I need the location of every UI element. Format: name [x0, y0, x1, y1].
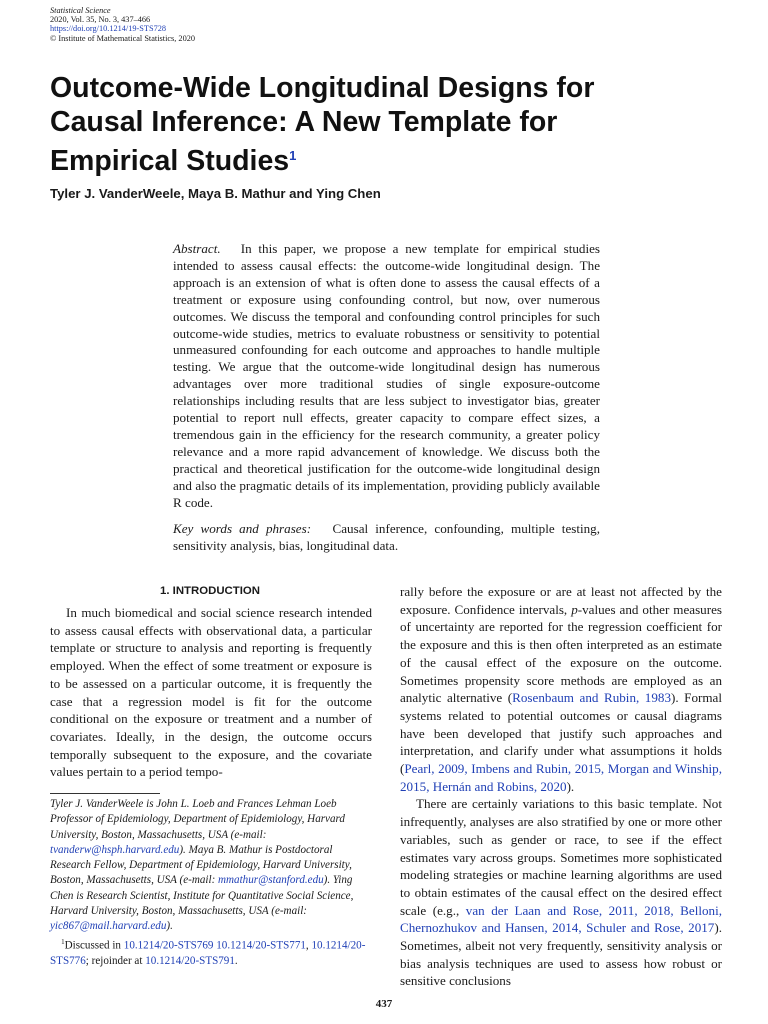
paper-title [50, 72, 730, 179]
volume-line: 2020, Vol. 35, No. 3, 437–466 [50, 15, 151, 25]
doi-link[interactable]: 10.1214/20-STS769 [123, 939, 214, 952]
keywords-label: Key words and phrases: [173, 521, 312, 536]
title-footnote-mark[interactable]: 1 [289, 148, 297, 163]
abstract-label: Abstract. [173, 241, 221, 256]
citation-link[interactable]: Pearl, 2009, Imbens and Rubin, 2015, Morgan and Winship, 2015, Hernán and Robins, 2020 [400, 761, 722, 794]
intro-paragraph-2: There are certainly variations to this basic template. Not infrequently, analyses are also stratified by one or more other variables, such as gender or race, to see if the effect estimates vary across groups. Sometimes more sophisticated modeling strategies or machine learning algorithms are used to obtain estimates of the causal effect on the desired effect scale (e.g., van der Laan and Rose, 2011, 2018, Belloni, Chernozhukov and Hansen, 2014, Schuler and Rose, 2017). Sometimes, albeit not very frequently, sensitivity analysis or bias analysis techniques are used to assess how robust or sensitive conclusions [400, 796, 722, 989]
footnote-mark: 1 [61, 937, 65, 946]
right-column [400, 583, 722, 990]
page-number: 437 [375, 998, 393, 1010]
intro-paragraph-1: In much biomedical and social science research intended to assess causal effects with observational data, a particular template or structure to analysis and reporting is frequently employed. When the effect of some treatment or exposure is to be assessed on a particular outcome, it is frequently the case that a regression model is fit for the outcome conditional on the exposure or treatment and a number of covariates. Ideally, in the design, the outcome occurs temporally subsequent to the exposure, and the covariate values pertain to a period tempo- [50, 605, 372, 780]
journal-header [50, 6, 195, 43]
footnote-divider [50, 793, 160, 794]
keywords-text: Causal inference, confounding, multiple testing, sensitivity analysis, bias, longitudinal data. [173, 521, 600, 553]
title-line-2: Causal Inference: A New Template for [50, 105, 558, 138]
abstract [173, 241, 600, 512]
journal-name: Statistical Science [50, 6, 111, 15]
left-column [50, 604, 372, 781]
doi-link[interactable]: 10.1214/20-STS776 [50, 939, 366, 967]
citation-link[interactable]: van der Laan and Rose, 2011, 2018, Belloni, Chernozhukov and Hansen, 2014, Schuler and Rose, 2017 [400, 902, 722, 936]
abstract-text: In this paper, we propose a new template for empirical studies intended to assess causal effects: the outcome-wide longitudinal design. The approach is an extension of what is often done to assess the causal effects of a treatment or exposure using confounding control, but now, over numerous outcomes. We discuss the temporal and confounding control principles for such outcome-wide studies, metrics to evaluate robustness or sensitivity to potential unmeasured confounding for each outcome and approaches to handle multiple testing. We argue that the outcome-wide longitudinal design has numerous advantages over more traditional studies of single exposure-outcome relationships including results that are less subject to investigator bias, greater potential to report null effects, greater capacity to compare effect sizes, a tremendous gain in the efficiency for the research community, a greater policy relevance and a more rapid advancement of knowledge. We discuss both the practical and theoretical justification for the outcome-wide longitudinal design and also the pragmatic details of its implementation, providing publicly available R code. [173, 241, 600, 510]
title-line-1: Outcome-Wide Longitudinal Designs for [50, 72, 595, 104]
copyright-line: © Institute of Mathematical Statistics, 2020 [50, 33, 196, 43]
p-value-symbol: p [571, 601, 578, 617]
doi-link[interactable]: 10.1214/20-STS791 [145, 954, 235, 967]
title-line-3: Empirical Studies [50, 145, 290, 177]
author-affiliations: Tyler J. VanderWeele is John L. Loeb and Frances Lehman Loeb Professor of Epidemiology, Department of Epidemiology, Harvard University, Boston, Massachusetts, USA (e-mail: tvanderw@hsph.harvard.edu). Maya B. Mathur is Postdoctoral Research Fellow, Department of Epidemiology, Harvard University, Boston, Massachusetts, USA (e-mail: mmathur@stanford.edu). Ying Chen is Research Scientist, Institute for Quantitative Social Science, Harvard University, Boston, Massachusetts, USA (e-mail: yic867@mail.harvard.edu). [50, 798, 354, 933]
email-link[interactable]: yic867@mail.harvard.edu [50, 920, 167, 933]
author-list: Tyler J. VanderWeele, Maya B. Mathur and Ying Chen [50, 186, 381, 201]
footnotes [50, 797, 372, 969]
discussion-footnote: $^1$Discussed in 10.1214/20-STS769 10.1214/20-STS771, 10.1214/20-STS776; rejoinder at 10.1214/20-STS791. [50, 937, 366, 967]
section-heading: 1. INTRODUCTION [160, 585, 260, 597]
keywords [173, 521, 600, 555]
doi-link[interactable]: https://doi.org/10.1214/19-STS728 [50, 24, 167, 34]
citation-link[interactable]: Rosenbaum and Rubin, 1983 [512, 690, 671, 706]
doi-link[interactable]: 10.1214/20-STS771 [216, 939, 306, 952]
email-link[interactable]: mmathur@stanford.edu [218, 874, 324, 887]
email-link[interactable]: tvanderw@hsph.harvard.edu [50, 843, 180, 856]
intro-paragraph-1-continued: rally before the exposure or are at least not affected by the exposure. Confidence intervals, p-values and other measures of uncertainty are reported for the regression coefficient for the exposure and this is then often interpreted as an estimate of the causal effect of the exposure on the outcome. Sometimes propensity score methods are employed as an analytic alternative (Rosenbaum and Rubin, 1983). Formal systems related to potential outcomes or causal diagrams have been developed that justify such approaches and interpretation, and clarify under what assumptions it holds (Pearl, 2009, Imbens and Rubin, 2015, Morgan and Winship, 2015, Hernán and Robins, 2020). [400, 584, 723, 794]
